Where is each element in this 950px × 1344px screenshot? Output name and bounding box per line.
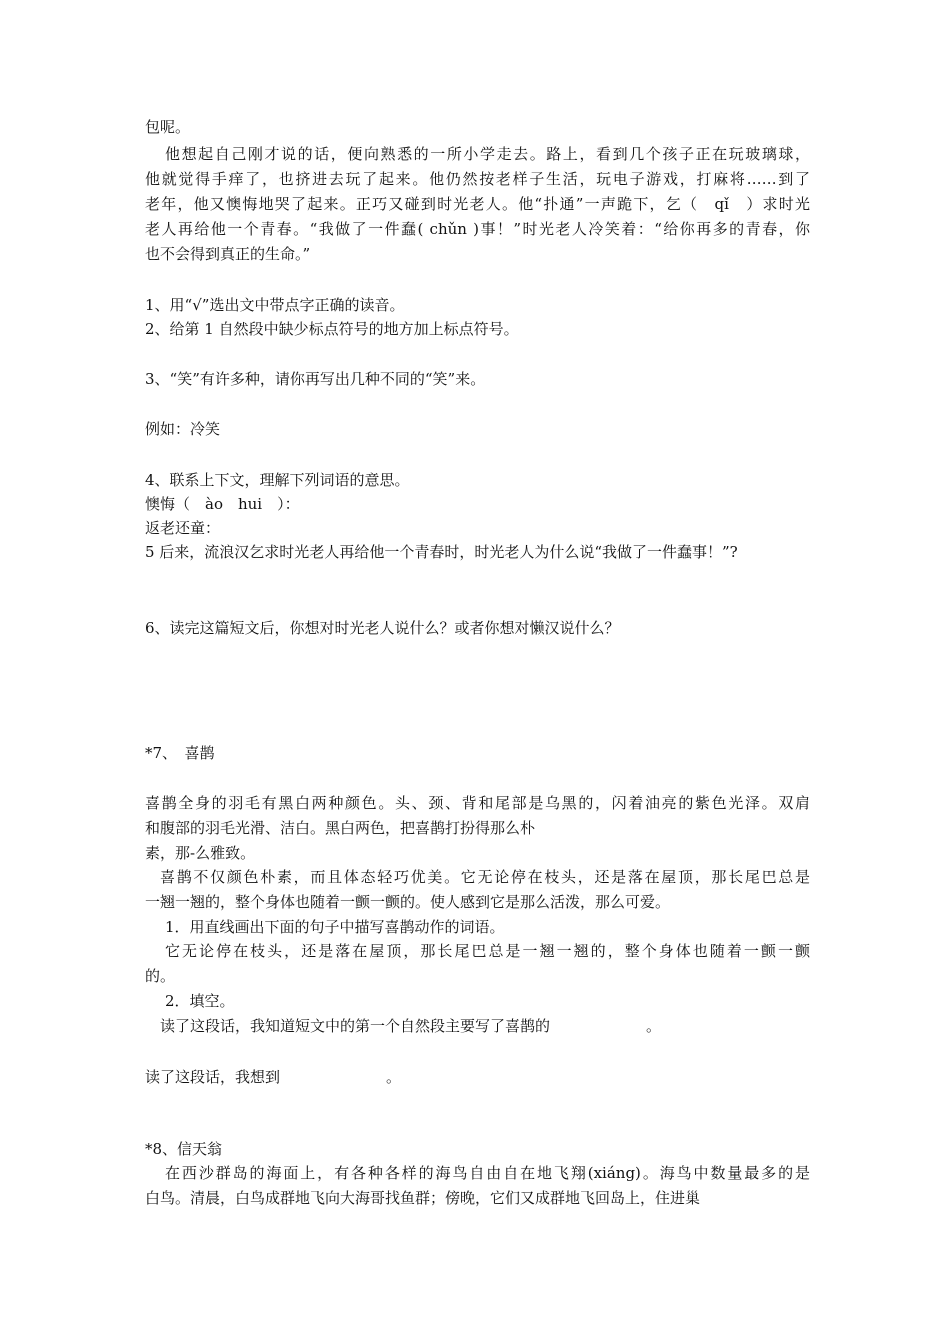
text-line: 喜鹊全身的羽毛有黑白两种颜色。头、颈、背和尾部是乌黑的，闪着油亮的紫色光泽。双肩 <box>145 794 810 812</box>
text-line: 老人再给他一个青春。“我做了一件蠢( chǔn )事！”时光老人冷笑着：“给你再多的青春，你 <box>145 220 810 238</box>
fill-prompt: 读了这段话，我知道短文中的第一个自然段主要写了喜鹊的 <box>160 1017 551 1035</box>
question-2: 2、给第 1 自然段中缺少标点符号的地方加上标点符号。 <box>145 320 519 338</box>
magpie-question-2: 2．填空。 <box>165 992 235 1010</box>
magpie-fill-blank-b <box>145 1066 810 1088</box>
magpie-sentence-line: 它无论停在枝头，还是落在屋顶，那长尾巴总是一翘一翘的，整个身体也随着一颤一颤 <box>165 942 810 960</box>
magpie-question-1: 1．用直线画出下面的句子中描写喜鹊动作的词语。 <box>165 918 505 936</box>
fill-end: 。 <box>646 1017 662 1035</box>
question-3: 3、“笑”有许多种，请你再写出几种不同的“笑”来。 <box>145 370 486 388</box>
section-title-magpie: *7、 喜鹊 <box>145 744 215 762</box>
text-line: 也不会得到真正的生命。” <box>145 245 311 263</box>
section-title-albatross: *8、信天翁 <box>145 1140 223 1158</box>
text-line: 素，那-么雅致。 <box>145 844 256 862</box>
question-4-word-2: 返老还童： <box>145 519 221 537</box>
text-line: 他想起自己刚才说的话，便向熟悉的一所小学走去。路上，看到几个孩子正在玩玻璃球， <box>165 145 810 163</box>
question-4-word-1: 懊悔（ ào hui ）： <box>145 495 300 513</box>
magpie-fill-blank-a <box>160 1015 825 1037</box>
fill-prompt: 读了这段话，我想到 <box>145 1068 281 1086</box>
question-6: 6、读完这篇短文后，你想对时光老人说什么？或者你想对懒汉说什么？ <box>145 619 620 637</box>
question-3-example: 例如：冷笑 <box>145 420 221 438</box>
question-4: 4、联系上下文，理解下列词语的意思。 <box>145 471 410 489</box>
question-1: 1、用“√”选出文中带点字正确的读音。 <box>145 296 405 314</box>
text-line: 一翘一翘的，整个身体也随着一颤一颤的。使人感到它是那么活泼，那么可爱。 <box>145 893 671 911</box>
text-line: 和腹部的羽毛光滑、洁白。黑白两色，把喜鹊打扮得那么朴 <box>145 819 536 837</box>
text-line: 老年，他又懊悔地哭了起来。正巧又碰到时光老人。他“扑通”一声跪下，乞（ qǐ ）求时光 <box>145 195 810 213</box>
paragraph-end: 包呢。 <box>145 118 191 136</box>
text-line: 喜鹊不仅颜色朴素，而且体态轻巧优美。它无论停在枝头，还是落在屋顶，那长尾巴总是 <box>160 868 810 886</box>
question-5: 5 后来，流浪汉乞求时光老人再给他一个青春时，时光老人为什么说“我做了一件蠢事！”? <box>145 543 738 561</box>
text-line: 他就觉得手痒了，也挤进去玩了起来。他仍然按老样子生活，玩电子游戏，打麻将……到了 <box>145 170 810 188</box>
text-line: 白鸟。清晨，白鸟成群地飞向大海哥找鱼群；傍晚，它们又成群地飞回岛上，住进巢 <box>145 1189 701 1207</box>
text-line: 在西沙群岛的海面上，有各种各样的海鸟自由自在地飞翔(xiáng)。海鸟中数量最多的是 <box>165 1164 810 1182</box>
magpie-sentence-line: 的。 <box>145 967 176 985</box>
fill-end: 。 <box>386 1068 402 1086</box>
